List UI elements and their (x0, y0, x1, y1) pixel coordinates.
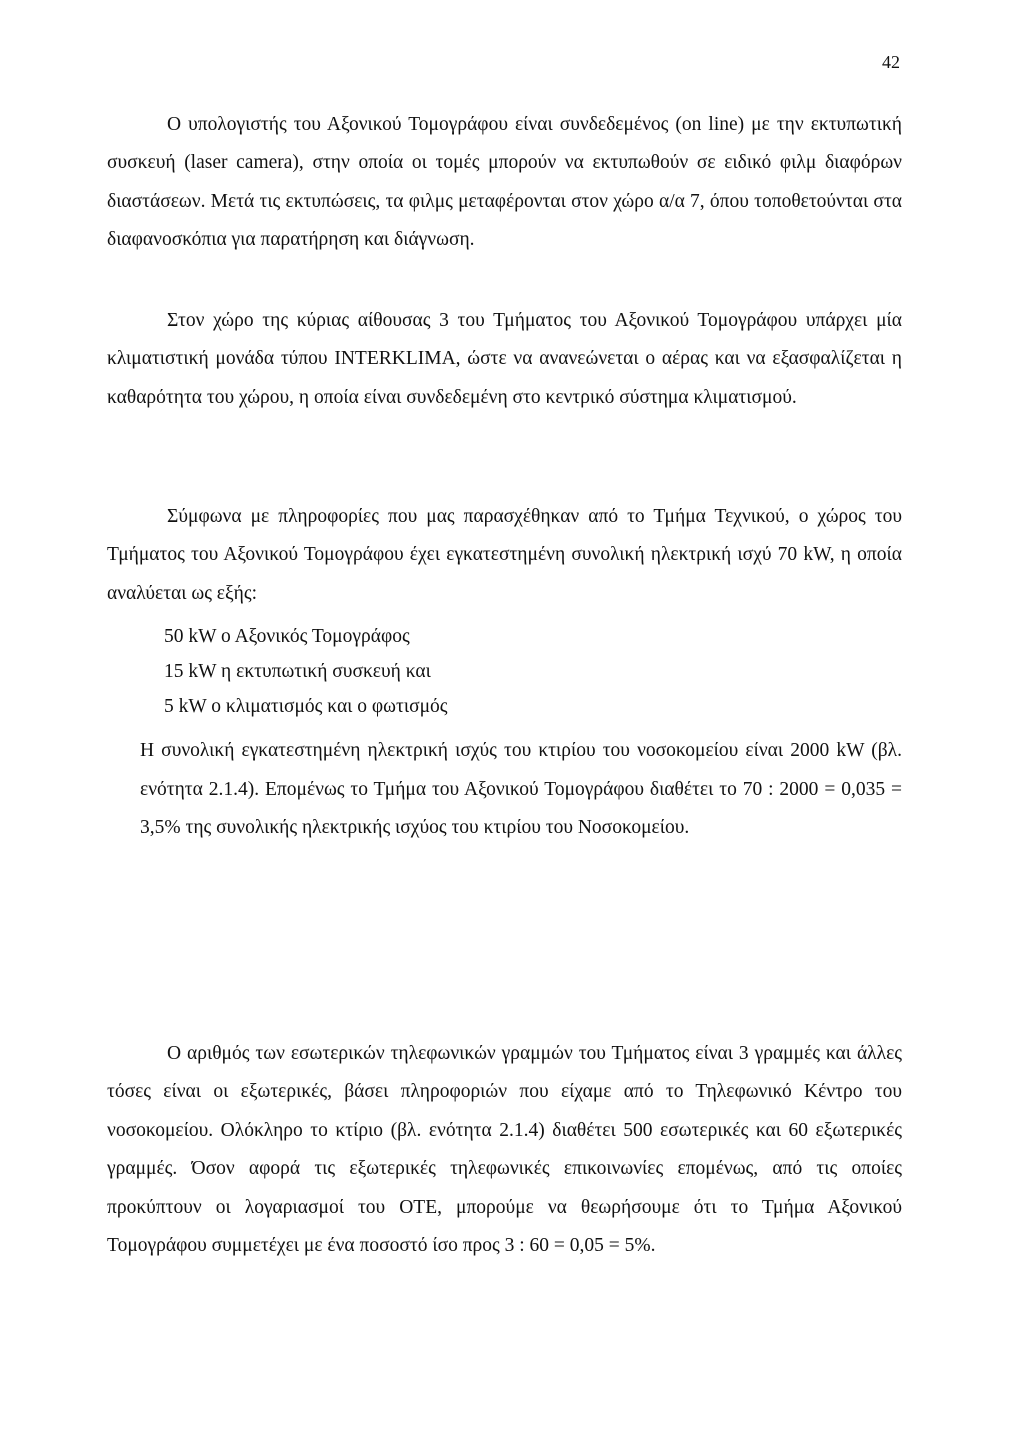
page-number: 42 (882, 52, 900, 72)
power-breakdown-list (164, 619, 448, 724)
paragraph-telephone-lines: Ο αριθμός των εσωτερικών τηλεφωνικών γραμμών του Τμήματος είναι 3 γραμμές και άλλες τόσες είναι οι εξωτερικές, βάσει πληροφοριών που είχαμε από το Τηλεφωνικό Κέντρο του νοσοκομείου. Ολόκληρο το κτίριο (βλ. ενότητα 2.1.4) διαθέτει 500 εσωτερικές και 60 εξωτερικές γραμμές. Όσον αφορά τις εξωτερικές τηλεφωνικές επικοινωνίες επομένως, από τις οποίες προκύπτουν οι λογαριασμοί του ΟΤΕ, μπορούμε να θεωρήσουμε ότι το Τμήμα Αξονικού Τομογράφου συμμετέχει με ένα ποσοστό ίσο προς 3 : 60 = 0,05 = 5%. (107, 1043, 902, 1257)
list-item: 15 kW η εκτυπωτική συσκευή και (164, 661, 431, 682)
list-item: 5 kW ο κλιματισμός και ο φωτισμός (164, 696, 448, 717)
paragraph-total-power: Η συνολική εγκατεστημένη ηλεκτρική ισχύς του κτιρίου του νοσοκομείου είναι 2000 kW (βλ. ενότητα 2.1.4). Επομένως το Τμήμα του Αξονικού Τομογράφου διαθέτει το 70 : 2000 = 0,035 = 3,5% της συνολικής ηλεκτρικής ισχύος του κτιρίου του Νοσοκομείου. (140, 740, 902, 838)
list-item: 50 kW ο Αξονικός Τομογράφος (164, 626, 410, 647)
paragraph-air-conditioning: Στον χώρο της κύριας αίθουσας 3 του Τμήματος του Αξονικού Τομογράφου υπάρχει μία κλιματιστική μονάδα τύπου INTERKLIMA, ώστε να ανανεώνεται ο αέρας και να εξασφαλίζεται η καθαρότητα του χώρου, η οποία είναι συνδεδεμένη στο κεντρικό σύστημα κλιματισμού. (107, 310, 902, 408)
paragraph-printer-connection: Ο υπολογιστής του Αξονικού Τομογράφου είναι συνδεδεμένος (on line) με την εκτυπωτική συσκευή (laser camera), στην οποία οι τομές μπορούν να εκτυπωθούν σε ειδικό φιλμ διαφόρων διαστάσεων. Μετά τις εκτυπώσεις, τα φιλμς μεταφέρονται στον χώρο α/α 7, όπου τοποθετούνται στα διαφανοσκόπια για παρατήρηση και διάγνωση. (107, 114, 902, 251)
paragraph-electric-power: Σύμφωνα με πληροφορίες που μας παρασχέθηκαν από το Τμήμα Τεχνικού, ο χώρος του Τμήματος του Αξονικού Τομογράφου έχει εγκατεστημένη συνολική ηλεκτρική ισχύ 70 kW, η οποία αναλύεται ως εξής: (107, 506, 902, 604)
